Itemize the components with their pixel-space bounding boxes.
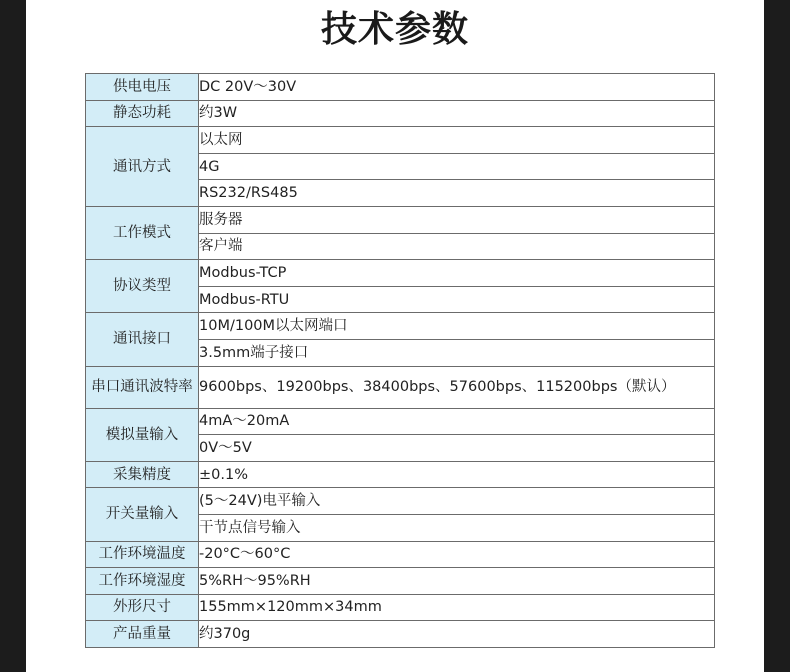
- spec-label-operating-humidity: 工作环境湿度: [86, 568, 199, 595]
- spec-label-digital-input: 开关量输入: [86, 488, 199, 541]
- spec-label-analog-input: 模拟量输入: [86, 408, 199, 461]
- spec-value: -20°C～60°C: [199, 541, 715, 568]
- spec-value: 4G: [199, 153, 715, 180]
- spec-value: 服务器: [199, 206, 715, 233]
- spec-label-accuracy: 采集精度: [86, 461, 199, 488]
- spec-label-work-mode: 工作模式: [86, 206, 199, 259]
- table-row: [86, 366, 715, 408]
- spec-label-static-power: 静态功耗: [86, 100, 199, 127]
- spec-value: 3.5mm端子接口: [199, 339, 715, 366]
- table-row: [86, 594, 715, 621]
- spec-label-interface: 通讯接口: [86, 313, 199, 366]
- spec-label-operating-temp: 工作环境温度: [86, 541, 199, 568]
- spec-label-dimensions: 外形尺寸: [86, 594, 199, 621]
- table-row: [86, 541, 715, 568]
- spec-value: 0V～5V: [199, 435, 715, 462]
- spec-value: ±0.1%: [199, 461, 715, 488]
- spec-table: [85, 73, 715, 648]
- spec-value: 约3W: [199, 100, 715, 127]
- table-row: [86, 74, 715, 101]
- spec-value: 10M/100M以太网端口: [199, 313, 715, 340]
- page-title: 技术参数: [320, 9, 469, 50]
- spec-label-protocol: 协议类型: [86, 260, 199, 313]
- spec-value: 5%RH～95%RH: [199, 568, 715, 595]
- table-row: [86, 127, 715, 154]
- table-row: [86, 461, 715, 488]
- table-row: [86, 621, 715, 648]
- spec-value: RS232/RS485: [199, 180, 715, 207]
- spec-label-power-voltage: 供电电压: [86, 74, 199, 101]
- left-border-bar: [0, 0, 26, 672]
- spec-value: 干节点信号输入: [199, 514, 715, 541]
- table-row: [86, 408, 715, 435]
- spec-value: 4mA～20mA: [199, 408, 715, 435]
- table-row: [86, 206, 715, 233]
- spec-value: 客户端: [199, 233, 715, 260]
- table-row: [86, 260, 715, 287]
- table-row: [86, 568, 715, 595]
- spec-value: 155mm×120mm×34mm: [199, 594, 715, 621]
- spec-value: 以太网: [199, 127, 715, 154]
- spec-value: 约370g: [199, 621, 715, 648]
- spec-value: DC 20V～30V: [199, 74, 715, 101]
- spec-value: 9600bps、19200bps、38400bps、57600bps、115200bps（默认）: [199, 366, 715, 408]
- table-row: [86, 488, 715, 515]
- spec-value: (5～24V)电平输入: [199, 488, 715, 515]
- right-border-bar: [764, 0, 790, 672]
- spec-label-baud-rate: 串口通讯波特率: [86, 366, 199, 408]
- table-row: [86, 313, 715, 340]
- table-row: [86, 100, 715, 127]
- spec-value: Modbus-TCP: [199, 260, 715, 287]
- spec-label-weight: 产品重量: [86, 621, 199, 648]
- spec-label-comm-method: 通讯方式: [86, 127, 199, 207]
- spec-value: Modbus-RTU: [199, 286, 715, 313]
